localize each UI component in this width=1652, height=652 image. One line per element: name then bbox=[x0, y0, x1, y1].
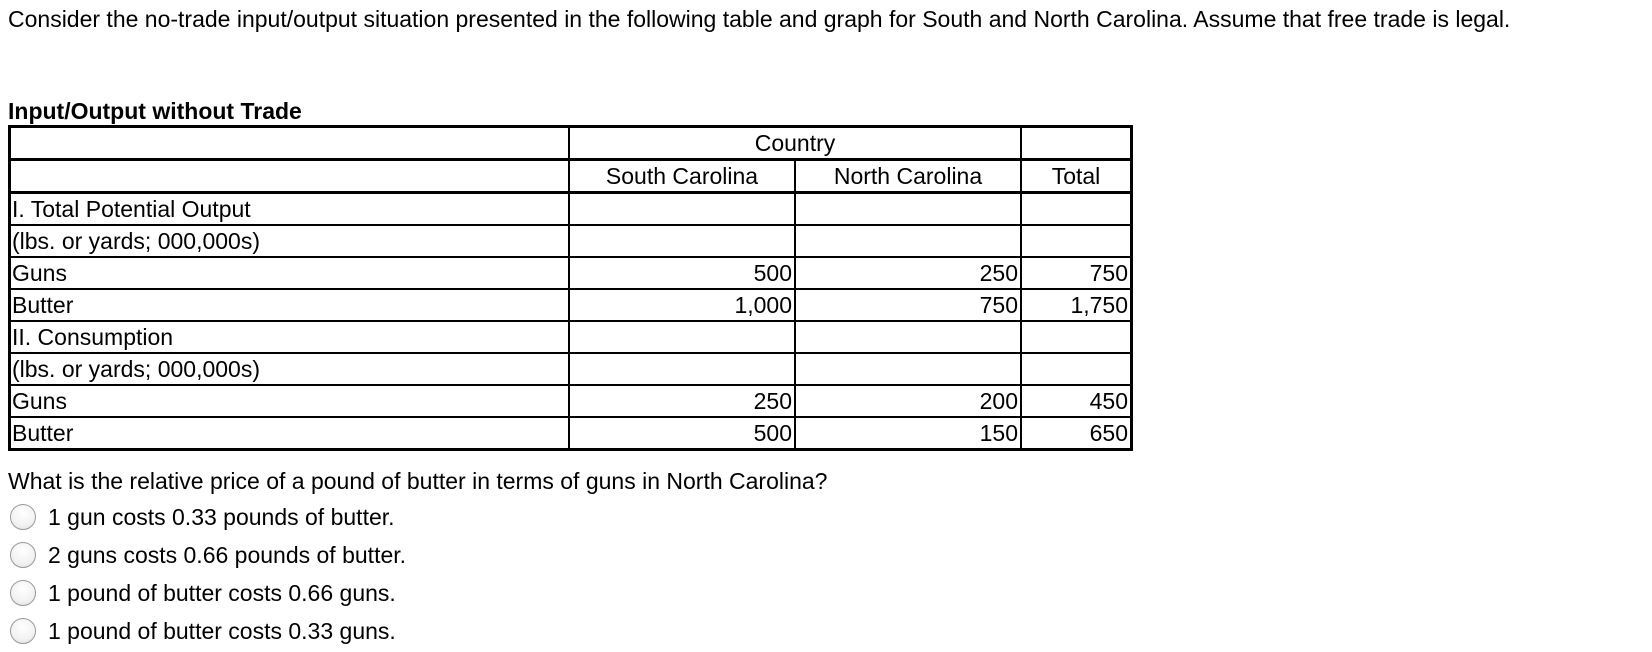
table-column-header-row bbox=[10, 160, 1132, 193]
cell-north-carolina bbox=[795, 193, 1021, 226]
header-blank-cell bbox=[10, 127, 570, 160]
cell-total bbox=[1021, 353, 1132, 385]
cell-total bbox=[1021, 225, 1132, 257]
row-label: I. Total Potential Output bbox=[10, 193, 570, 226]
cell-total: 1,750 bbox=[1021, 289, 1132, 321]
cell-total bbox=[1021, 321, 1132, 353]
column-header-south-carolina: South Carolina bbox=[569, 160, 795, 193]
cell-total: 650 bbox=[1021, 417, 1132, 450]
row-label: Guns bbox=[10, 257, 570, 289]
cell-south-carolina: 500 bbox=[569, 417, 795, 450]
row-label: Butter bbox=[10, 417, 570, 450]
row-label: (lbs. or yards; 000,000s) bbox=[10, 353, 570, 385]
cell-north-carolina bbox=[795, 321, 1021, 353]
answer-option-label: 1 pound of butter costs 0.33 guns. bbox=[48, 617, 396, 644]
cell-south-carolina bbox=[569, 321, 795, 353]
row-label: (lbs. or yards; 000,000s) bbox=[10, 225, 570, 257]
column-header-total: Total bbox=[1021, 160, 1132, 193]
header-blank-cell bbox=[10, 160, 570, 193]
answer-option-label: 1 gun costs 0.33 pounds of butter. bbox=[48, 503, 395, 530]
row-label: Guns bbox=[10, 385, 570, 417]
row-label: Butter bbox=[10, 289, 570, 321]
cell-south-carolina bbox=[569, 353, 795, 385]
intro-text: Consider the no-trade input/output situation presented in the following table and graph for South and North Carolina. Assume that free trade is legal. bbox=[8, 6, 1511, 32]
table-row bbox=[10, 225, 1132, 257]
table-row bbox=[10, 257, 1132, 289]
cell-north-carolina: 150 bbox=[795, 417, 1021, 450]
country-group-header: Country bbox=[569, 127, 1021, 160]
answer-option-3[interactable] bbox=[10, 574, 406, 612]
radio-button[interactable] bbox=[10, 618, 36, 644]
column-header-north-carolina: North Carolina bbox=[795, 160, 1021, 193]
input-output-table bbox=[8, 125, 1133, 451]
cell-south-carolina bbox=[569, 225, 795, 257]
cell-north-carolina bbox=[795, 225, 1021, 257]
cell-north-carolina bbox=[795, 353, 1021, 385]
cell-south-carolina bbox=[569, 193, 795, 226]
cell-total: 750 bbox=[1021, 257, 1132, 289]
table-row bbox=[10, 353, 1132, 385]
cell-north-carolina: 250 bbox=[795, 257, 1021, 289]
answer-option-label: 2 guns costs 0.66 pounds of butter. bbox=[48, 541, 407, 568]
row-label: II. Consumption bbox=[10, 321, 570, 353]
cell-south-carolina: 250 bbox=[569, 385, 795, 417]
table-row bbox=[10, 385, 1132, 417]
cell-north-carolina: 200 bbox=[795, 385, 1021, 417]
cell-north-carolina: 750 bbox=[795, 289, 1021, 321]
table-row bbox=[10, 289, 1132, 321]
table-header-row bbox=[10, 127, 1132, 160]
answer-option-4[interactable] bbox=[10, 612, 406, 650]
answer-option-label: 1 pound of butter costs 0.66 guns. bbox=[48, 579, 396, 606]
answer-option-1[interactable] bbox=[10, 498, 406, 536]
table-row bbox=[10, 417, 1132, 450]
table-title: Input/Output without Trade bbox=[8, 98, 302, 124]
table-row bbox=[10, 193, 1132, 226]
cell-south-carolina: 1,000 bbox=[569, 289, 795, 321]
table-row bbox=[10, 321, 1132, 353]
cell-south-carolina: 500 bbox=[569, 257, 795, 289]
answer-options bbox=[10, 498, 406, 650]
question-text: What is the relative price of a pound of butter in terms of guns in North Carolina? bbox=[8, 468, 828, 494]
radio-button[interactable] bbox=[10, 580, 36, 606]
cell-total bbox=[1021, 193, 1132, 226]
radio-button[interactable] bbox=[10, 542, 36, 568]
answer-option-2[interactable] bbox=[10, 536, 406, 574]
radio-button[interactable] bbox=[10, 504, 36, 530]
cell-total: 450 bbox=[1021, 385, 1132, 417]
header-blank-cell bbox=[1021, 127, 1132, 160]
